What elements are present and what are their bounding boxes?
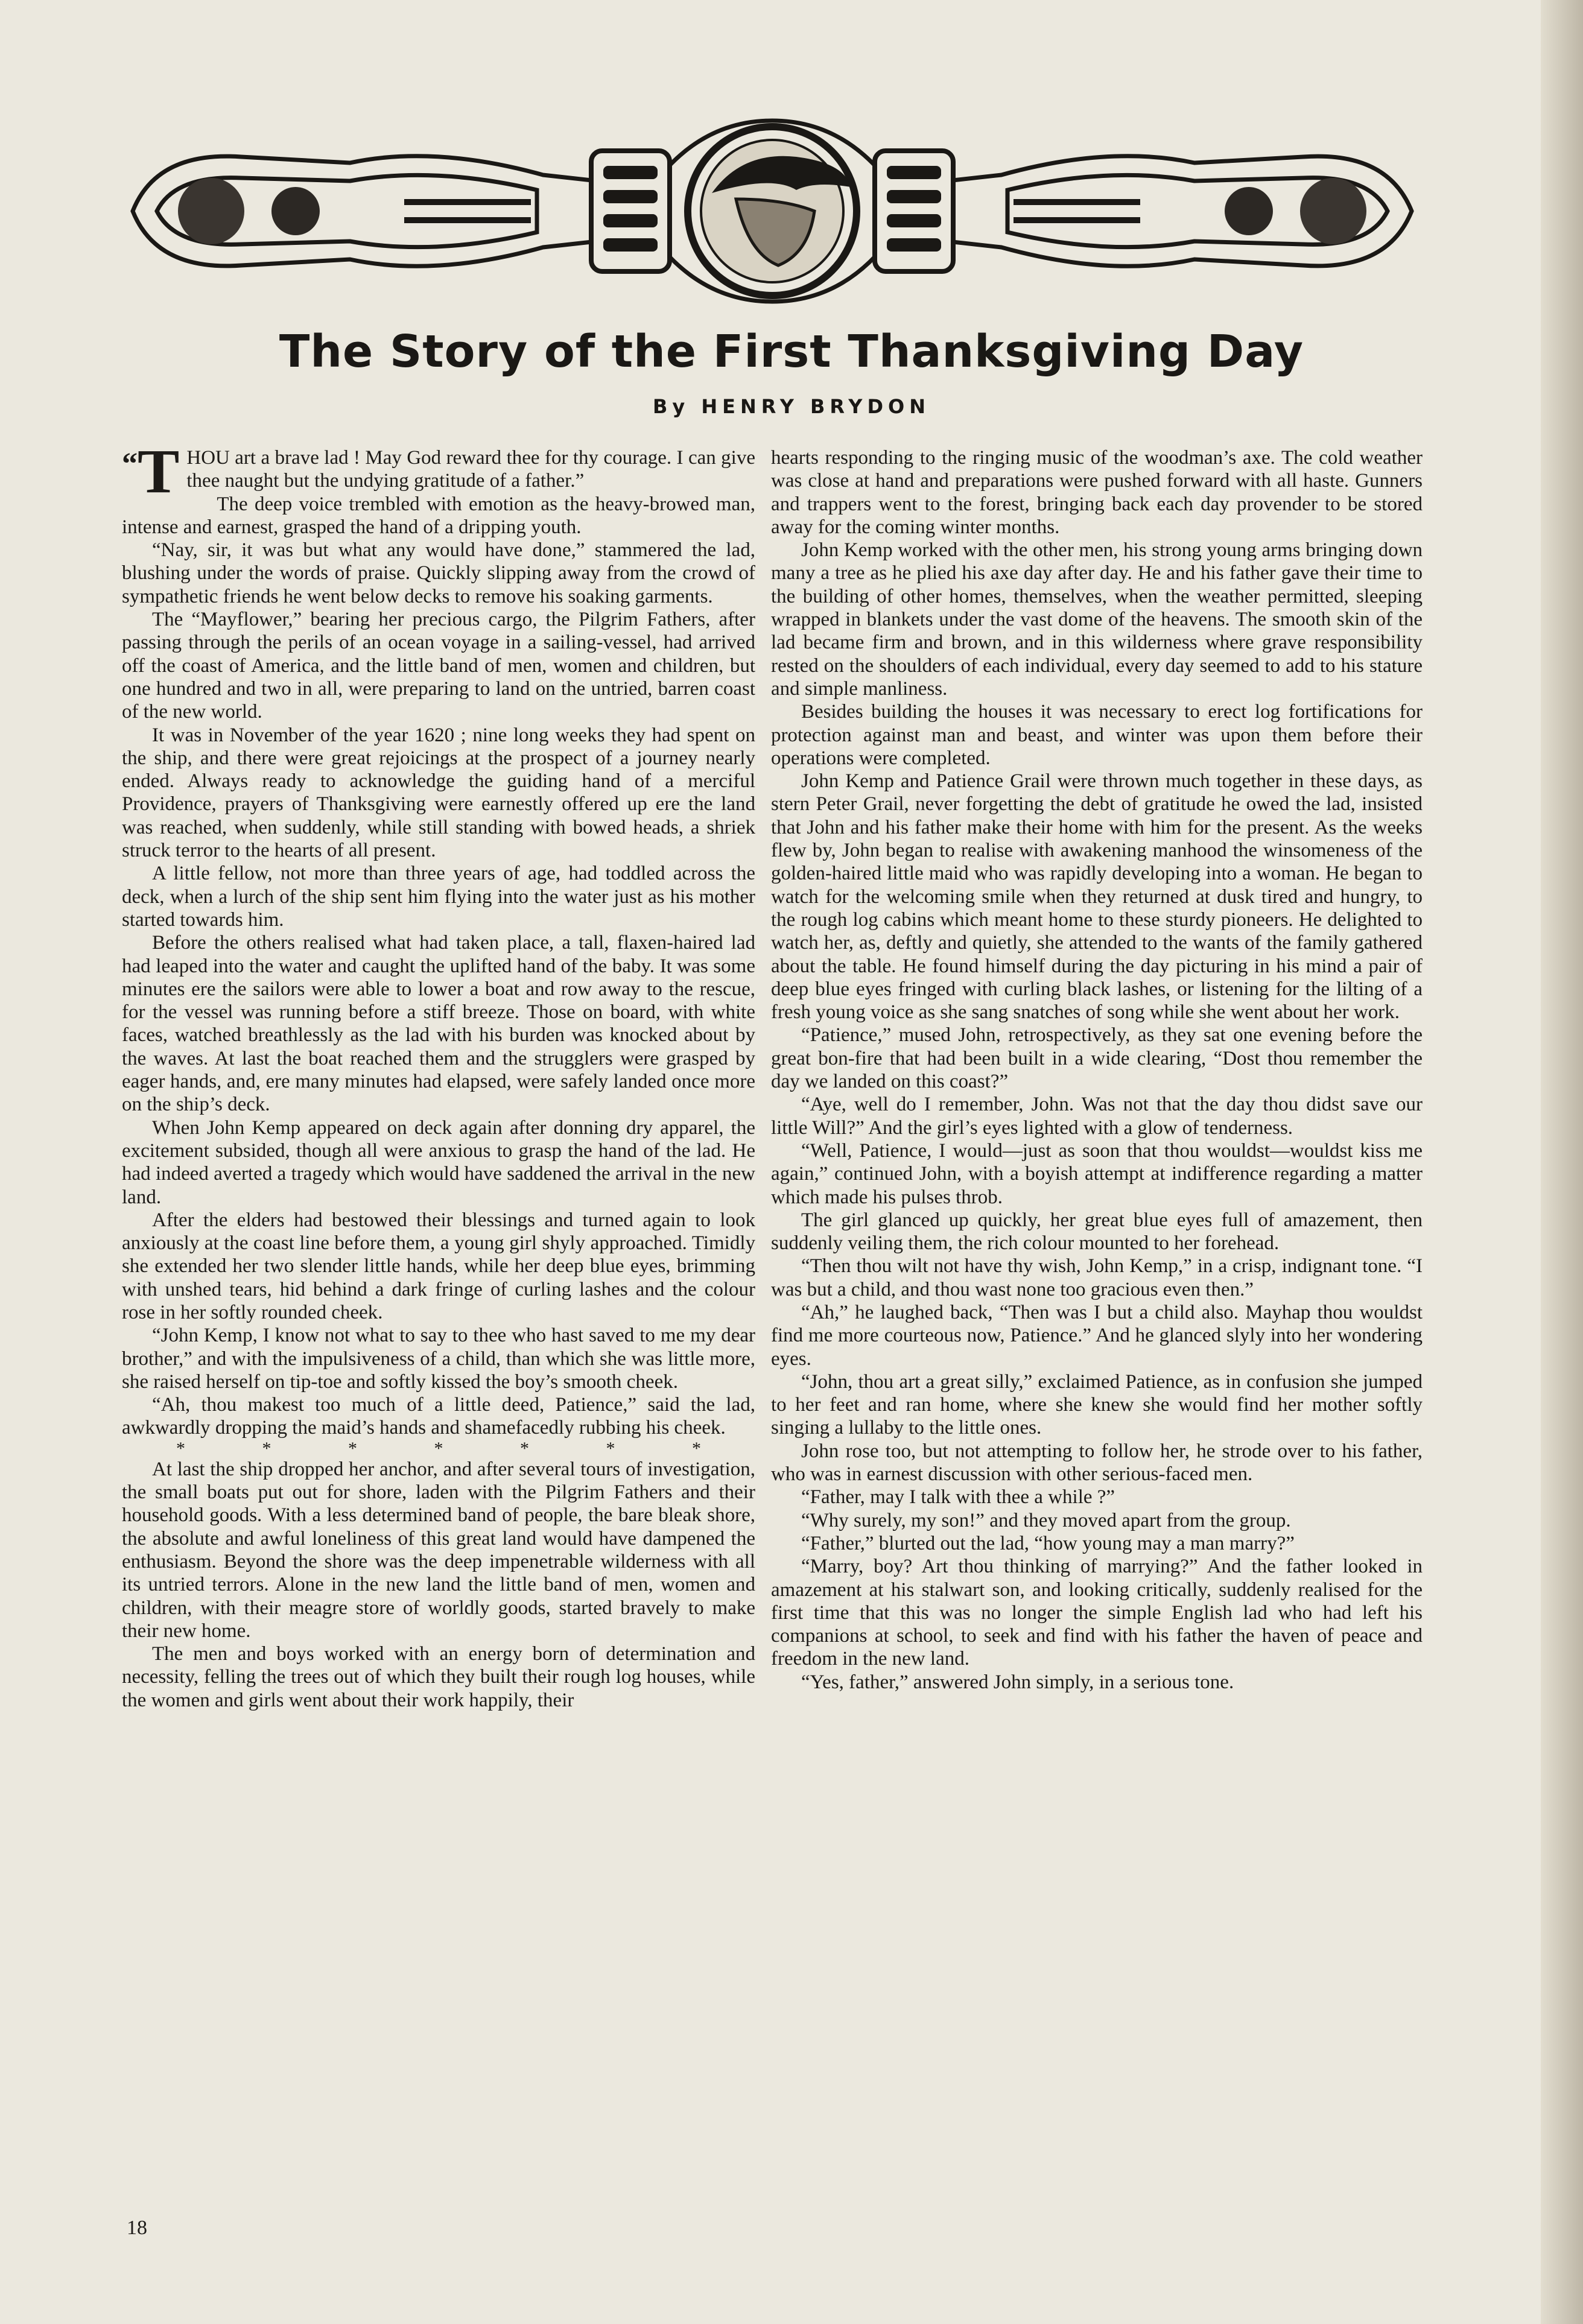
paragraph: The deep voice trembled with emotion as the heavy-browed man, intense and earnest, grasped the hand of a dripping youth. bbox=[122, 493, 755, 538]
article-title: The Story of the First Thanksgiving Day bbox=[279, 326, 1304, 378]
left-column bbox=[122, 437, 755, 1712]
paragraph: “Patience,” mused John, retrospectively, as they sat one evening before the great bon-fire that had been built in a wide clearing, “Dost thou remember the day we landed on this coast?” bbox=[771, 1024, 1423, 1093]
paragraph: It was in November of the year 1620 ; nine long weeks they had spent on the ship, and there were great rejoicings at the prospect of a journey nearly ended. Always ready to acknowledge the guiding hand of a merciful Providence, prayers of Thanksgiving were earnestly offered up ere the land was reached, when suddenly, while still standing with bowed heads, a shriek struck terror to the hearts of all present. bbox=[122, 724, 755, 862]
paragraph: “Aye, well do I remember, John. Was not that the day thou didst save our little Will?” And the girl’s eyes lighted with a glow of tenderness. bbox=[771, 1094, 1423, 1139]
paragraph: When John Kemp appeared on deck again after donning dry apparel, the excitement subsided, though all were anxious to grasp the hand of the lad. He had indeed averted a tragedy which would have saddened the arrival in the new land. bbox=[122, 1116, 755, 1208]
paragraph-text: HOU art a brave lad ! May God reward thee for thy courage. I can give thee naught but the undying gratitude of a father.” bbox=[186, 447, 755, 492]
paragraph: A little fellow, not more than three years of age, had toddled across the deck, when a lurch of the ship sent him flying into the water just as his mother started towards him. bbox=[122, 863, 755, 931]
drop-cap: T bbox=[138, 437, 180, 506]
paragraph: John Kemp and Patience Grail were thrown much together in these days, as stern Peter Grail, never forgetting the debt of gratitude he owed the lad, insisted that John and his father make their home with him for the present. As the weeks flew by, John began to realise with awakening manhood the winsomeness of the golden-haired little maid who was rapidly developing into a woman. He began to watch for the welcoming smile when they returned at dusk tired and hungry, to the rough log cabins which meant home to these sturdy pioneers. He delighted to watch her, as, deftly and quietly, she attended to the wants of the family gathered about the table. He found himself during the day picturing in his mind a pair of deep blue eyes fringed with curling black lashes, or listening for the lilting of a fresh young voice as she sang snatches of song while she went about her work. bbox=[771, 770, 1423, 1024]
paragraph: “John, thou art a great silly,” exclaimed Patience, as in confusion she jumped to her feet and ran home, where she knew she would find her mother softly singing a lullaby to the little ones. bbox=[771, 1370, 1423, 1439]
opening-paragraph bbox=[122, 437, 755, 506]
paragraph: Besides building the houses it was necessary to erect log fortifications for protection against man and beast, and winter was upon them before their operations were completed. bbox=[771, 701, 1423, 769]
paragraph: John Kemp worked with the other men, his strong young arms bringing down many a tree as he plied his axe day after day. He and his father gave their time to the building of other homes, themselves, when the weather permitted, sleeping wrapped in blankets under the vast dome of the heavens. The smooth skin of the lad became firm and brown, and in this wilderness where grave responsibility rested on the shoulders of each individual, every day seemed to add to his stature and simple manliness. bbox=[771, 539, 1423, 700]
pilgrim-portrait-ornament-icon bbox=[121, 109, 1424, 314]
paragraph: “Marry, boy? Art thou thinking of marrying?” And the father looked in amazement at his stalwart son, and looking critically, suddenly realised for the first time that this was no longer the simple English lad who had left his companions at school, to seek and find with his father the haven of peace and freedom in the new land. bbox=[771, 1556, 1423, 1670]
paragraph: “Then thou wilt not have thy wish, John Kemp,” in a crisp, indignant tone. “I was but a child, and thou wast none too gracious even then.” bbox=[771, 1255, 1423, 1300]
paragraph: At last the ship dropped her anchor, and after several tours of investigation, the small boats put out for shore, laden with the Pilgrim Fathers and their household goods. With a less determined band of people, the bare bleak shore, the absolute and awful loneliness of this great land would have dampened the enthusiasm. Beyond the shore was the deep impenetrable wilderness with all its untried terrors. Alone in the new land the little band of men, women and children, with their meagre store of worldly goods, started bravely to make their new home. bbox=[122, 1458, 755, 1642]
paragraph: “Well, Patience, I would—just as soon that thou wouldst—wouldst kiss me again,” continued John, with a boyish attempt at indifference regarding a matter which made his pulses throb. bbox=[771, 1139, 1423, 1208]
paragraph: “Father,” blurted out the lad, “how young may a man marry?” bbox=[801, 1532, 1295, 1554]
section-break: * * * * * * * bbox=[176, 1438, 737, 1458]
paragraph: After the elders had bestowed their blessings and turned again to look anxiously at the coast line before them, a young girl shyly approached. Timidly she extended her two slender little hands, while her deep blue eyes, brimming with unshed tears, hid behind a dark fringe of curling lashes and the colour rose in her softly rounded cheek. bbox=[122, 1209, 755, 1323]
paragraph: “Why surely, my son!” and they moved apart from the group. bbox=[801, 1509, 1291, 1531]
paragraph: The “Mayflower,” bearing her precious cargo, the Pilgrim Fathers, after passing through the perils of an ocean voyage in a sailing-vessel, had arrived off the coast of America, and the little band of men, women and children, but one hundred and two in all, were preparing to land on the untried, barren coast of the new world. bbox=[122, 609, 755, 723]
paragraph: “Ah, thou makest too much of a little deed, Patience,” said the lad, awkwardly dropping the maid’s hands and shamefacedly rubbing his cheek. bbox=[122, 1394, 755, 1439]
article-byline: By HENRY BRYDON bbox=[652, 395, 930, 418]
paragraph: The men and boys worked with an energy born of determination and necessity, felling the trees out of which they built their rough log houses, while the women and girls went about their work happily, their bbox=[122, 1643, 755, 1711]
paragraph: “Yes, father,” answered John simply, in a serious tone. bbox=[801, 1671, 1234, 1693]
paragraph: John rose too, but not attempting to follow her, he strode over to his father, who was in earnest discussion with other serious-faced men. bbox=[771, 1440, 1423, 1486]
paragraph: Before the others realised what had taken place, a tall, flaxen-haired lad had leaped into the water and caught the uplifted hand of the baby. It was some minutes ere the sailors were able to lower a boat and row away to the rescue, for the vessel was running before a stiff breeze. Those on board, with white faces, watched breathlessly as the lad with his burden was knocked about by the waves. At last the boat reached them and the strugglers were grasped by eager hands, and, ere many minutes had elapsed, were safely landed once more on the ship’s deck. bbox=[122, 932, 755, 1116]
paragraph: “Ah,” he laughed back, “Then was I but a child also. Mayhap thou wouldst find me more courteous now, Patience.” And he glanced slyly into her wondering eyes. bbox=[771, 1301, 1423, 1370]
right-column bbox=[771, 446, 1423, 1694]
continued-paragraph: hearts responding to the ringing music of the woodman’s axe. The cold weather was close at hand and preparations were pushed forward with all haste. Gunners and trappers went to the forest, bringing back each day provender to be stored away for the coming winter months. bbox=[771, 447, 1423, 538]
page-number: 18 bbox=[127, 2217, 147, 2239]
paragraph: “John Kemp, I know not what to say to thee who hast saved to me my dear brother,” and with the impulsiveness of a child, than which she was little more, she raised herself on tip-toe and softly kissed the boy’s smooth cheek. bbox=[122, 1325, 755, 1393]
paragraph: “Father, may I talk with thee a while ?” bbox=[801, 1486, 1115, 1509]
opening-quote-mark: “ bbox=[122, 447, 138, 481]
paragraph: “Nay, sir, it was but what any would have done,” stammered the lad, blushing under the words of praise. Quickly slipping away from the crowd of sympathetic friends he went below decks to remove his soaking garments. bbox=[122, 539, 755, 607]
paragraph: The girl glanced up quickly, her great blue eyes full of amazement, then suddenly veiling them, the rich colour mounted to her forehead. bbox=[771, 1209, 1423, 1255]
